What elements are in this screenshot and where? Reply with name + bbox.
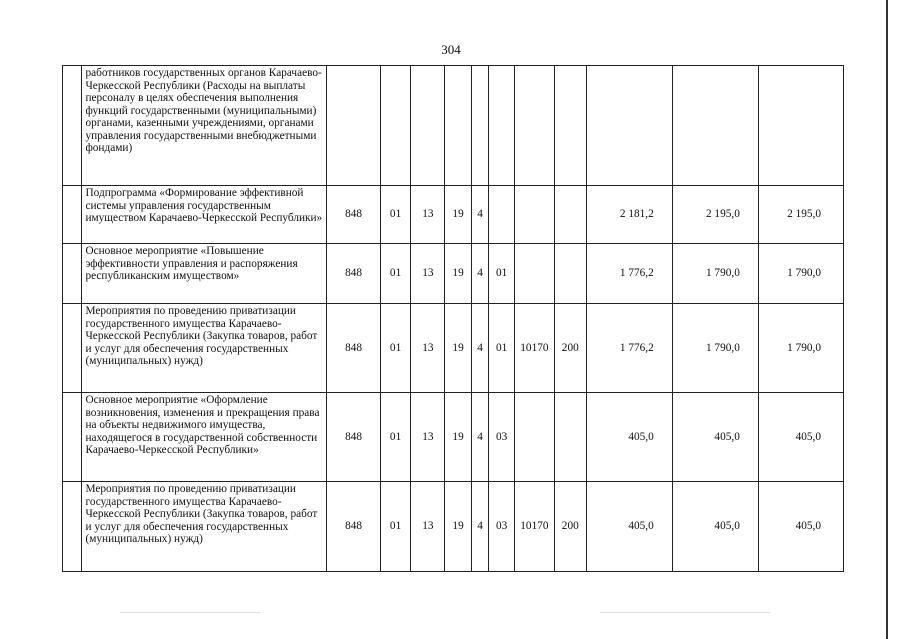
expense-type-cell: 200 (554, 482, 586, 572)
amount-year2-cell: 1 790,0 (672, 304, 758, 393)
amount-year2-cell: 405,0 (672, 482, 758, 572)
grbs-cell: 848 (327, 482, 380, 572)
program-cell: 19 (445, 244, 472, 304)
direction-cell (514, 66, 554, 186)
page-number: 304 (441, 42, 461, 57)
subsection-cell (411, 66, 445, 186)
main-activity-cell: 03 (489, 393, 515, 482)
subprogram-cell: 4 (471, 482, 488, 572)
amount-year1-cell (586, 66, 672, 186)
amount-year3-cell: 405,0 (758, 482, 843, 572)
row-number-cell (63, 186, 82, 244)
amount-year1-cell: 1 776,2 (586, 304, 672, 393)
item-name-cell: работников государственных органов Карачаево-Черкесской Республики (Расходы на выплаты персоналу в целях обеспечения выполнения функций государственными (муниципальными) органами, казенными учреждениями, органами управления государственными внебюджетными фондами) (82, 66, 327, 186)
row-number-cell (63, 304, 82, 393)
main-activity-cell (489, 66, 515, 186)
item-name-cell: Мероприятия по проведению приватизации государственного имущества Карачаево-Черкесской Республики (Закупка товаров, работ и услуг для обеспечения государственных (муниципальных) нужд) (82, 304, 327, 393)
section-cell: 01 (380, 304, 411, 393)
expense-type-cell: 200 (554, 304, 586, 393)
row-number-cell (63, 482, 82, 572)
subsection-cell: 13 (411, 304, 445, 393)
row-number-cell (63, 244, 82, 304)
item-name-cell: Основное мероприятие «Повышение эффективности управления и распоряжения республиканским имуществом» (82, 244, 327, 304)
amount-year2-cell: 405,0 (672, 393, 758, 482)
amount-year1-cell: 405,0 (586, 393, 672, 482)
scan-artifact-line (120, 612, 260, 613)
section-cell (380, 66, 411, 186)
section-cell: 01 (380, 186, 411, 244)
expense-type-cell (554, 66, 586, 186)
row-number-cell (63, 393, 82, 482)
subsection-cell: 13 (411, 186, 445, 244)
amount-year3-cell: 1 790,0 (758, 304, 843, 393)
grbs-cell: 848 (327, 393, 380, 482)
scan-edge-line (886, 0, 888, 639)
main-activity-cell: 03 (489, 482, 515, 572)
amount-year1-cell: 405,0 (586, 482, 672, 572)
grbs-cell (327, 66, 380, 186)
program-cell (445, 66, 472, 186)
table-row (63, 186, 844, 244)
subprogram-cell: 4 (471, 304, 488, 393)
main-activity-cell: 01 (489, 244, 515, 304)
grbs-cell: 848 (327, 186, 380, 244)
amount-year3-cell (758, 66, 843, 186)
main-activity-cell (489, 186, 515, 244)
table-row (63, 66, 844, 186)
amount-year2-cell (672, 66, 758, 186)
section-cell: 01 (380, 244, 411, 304)
scan-artifact-line (600, 612, 770, 613)
direction-cell (514, 244, 554, 304)
direction-cell: 10170 (514, 482, 554, 572)
table-row (63, 393, 844, 482)
amount-year2-cell: 2 195,0 (672, 186, 758, 244)
direction-cell: 10170 (514, 304, 554, 393)
table-row (63, 482, 844, 572)
amount-year1-cell: 2 181,2 (586, 186, 672, 244)
direction-cell (514, 393, 554, 482)
program-cell: 19 (445, 482, 472, 572)
section-cell: 01 (380, 393, 411, 482)
table-row (63, 304, 844, 393)
amount-year3-cell: 405,0 (758, 393, 843, 482)
expense-type-cell (554, 186, 586, 244)
expense-type-cell (554, 393, 586, 482)
subsection-cell: 13 (411, 482, 445, 572)
subprogram-cell (471, 66, 488, 186)
subprogram-cell: 4 (471, 244, 488, 304)
item-name-cell: Подпрограмма «Формирование эффективной системы управления государственным имуществом Карачаево-Черкесской Республики» (82, 186, 327, 244)
expense-type-cell (554, 244, 586, 304)
program-cell: 19 (445, 393, 472, 482)
subprogram-cell: 4 (471, 186, 488, 244)
amount-year3-cell: 2 195,0 (758, 186, 843, 244)
grbs-cell: 848 (327, 304, 380, 393)
subprogram-cell: 4 (471, 393, 488, 482)
amount-year3-cell: 1 790,0 (758, 244, 843, 304)
item-name-cell: Основное мероприятие «Оформление возникновения, изменения и прекращения права на объекты недвижимого имущества, находящегося в государственной собственности Карачаево-Черкесской Республики» (82, 393, 327, 482)
amount-year1-cell: 1 776,2 (586, 244, 672, 304)
row-number-cell (63, 66, 82, 186)
item-name-cell: Мероприятия по проведению приватизации государственного имущества Карачаево-Черкесской Республики (Закупка товаров, работ и услуг для обеспечения государственных (муниципальных) нужд) (82, 482, 327, 572)
program-cell: 19 (445, 304, 472, 393)
budget-table (62, 65, 844, 572)
grbs-cell: 848 (327, 244, 380, 304)
subsection-cell: 13 (411, 393, 445, 482)
table-row (63, 244, 844, 304)
section-cell: 01 (380, 482, 411, 572)
subsection-cell: 13 (411, 244, 445, 304)
direction-cell (514, 186, 554, 244)
program-cell: 19 (445, 186, 472, 244)
main-activity-cell: 01 (489, 304, 515, 393)
amount-year2-cell: 1 790,0 (672, 244, 758, 304)
